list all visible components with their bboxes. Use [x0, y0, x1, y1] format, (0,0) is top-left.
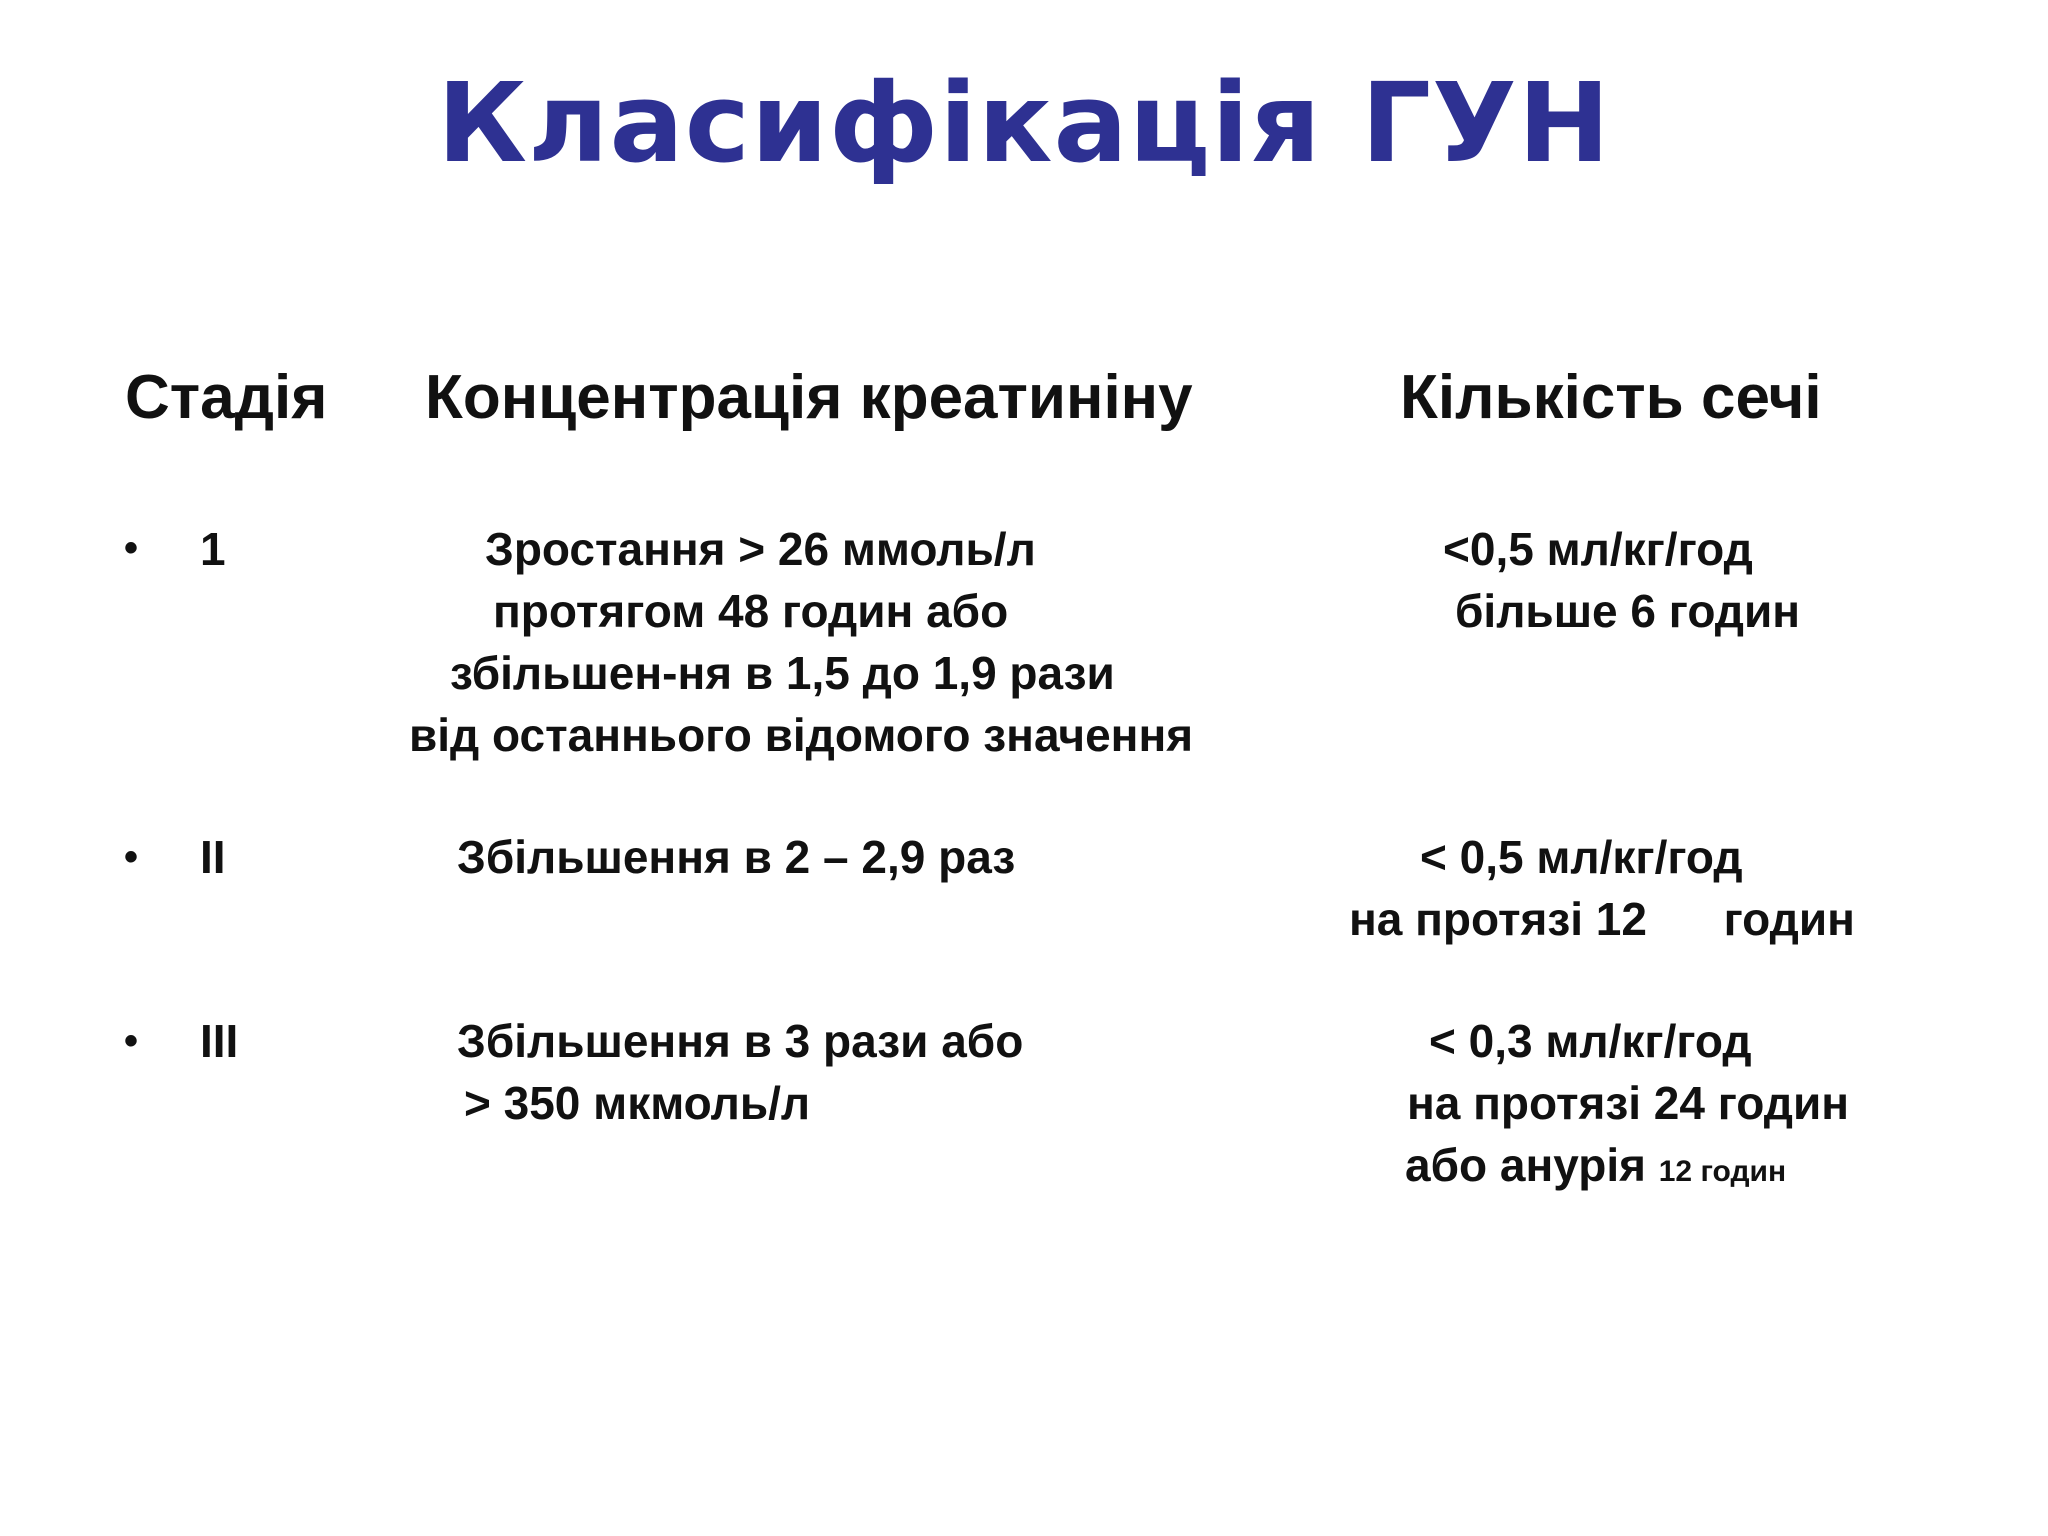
stage-label-2: II [200, 831, 226, 883]
creatinine-line-2-1: Збільшення в 2 – 2,9 раз [457, 831, 1016, 883]
header-urine: Кількість сечі [1400, 363, 1822, 432]
creatinine-line-1-4: від останнього відомого значення [409, 709, 1194, 761]
urine-line-3-1: < 0,3 мл/кг/год [1429, 1015, 1752, 1067]
bullet-row-2: • [124, 835, 139, 879]
urine-line-3-3 [1405, 1137, 1786, 1200]
creatinine-line-1-3: збільшен-ня в 1,5 до 1,9 рази [450, 647, 1115, 699]
creatinine-line-3-2: > 350 мкмоль/л [464, 1077, 811, 1129]
stage-label-1: 1 [200, 523, 226, 575]
urine-line-3-2: на протязі 24 годин [1407, 1077, 1850, 1129]
creatinine-line-3-1: Збільшення в 3 рази або [457, 1015, 1024, 1067]
slide-title: Класифікація ГУН [437, 59, 1611, 187]
urine-line-2-2: на протязі 12 годин [1349, 893, 1855, 945]
creatinine-line-1-2: протягом 48 годин або [493, 585, 1009, 637]
urine-line-2-1: < 0,5 мл/кг/год [1420, 831, 1743, 883]
urine-anuria-text: або анурія [1405, 1139, 1646, 1191]
creatinine-line-1-1: Зростання > 26 ммоль/л [485, 523, 1036, 575]
header-stage: Стадія [125, 363, 328, 432]
urine-line-1-2: більше 6 годин [1455, 585, 1801, 637]
bullet-row-1: • [124, 526, 139, 570]
header-creatinine: Концентрація креатиніну [425, 363, 1193, 432]
bullet-row-3: • [124, 1019, 139, 1063]
urine-line-1-1: <0,5 мл/кг/год [1443, 523, 1753, 575]
stage-label-3: III [200, 1015, 239, 1067]
urine-anuria-note: 12 годин [1658, 1155, 1787, 1188]
